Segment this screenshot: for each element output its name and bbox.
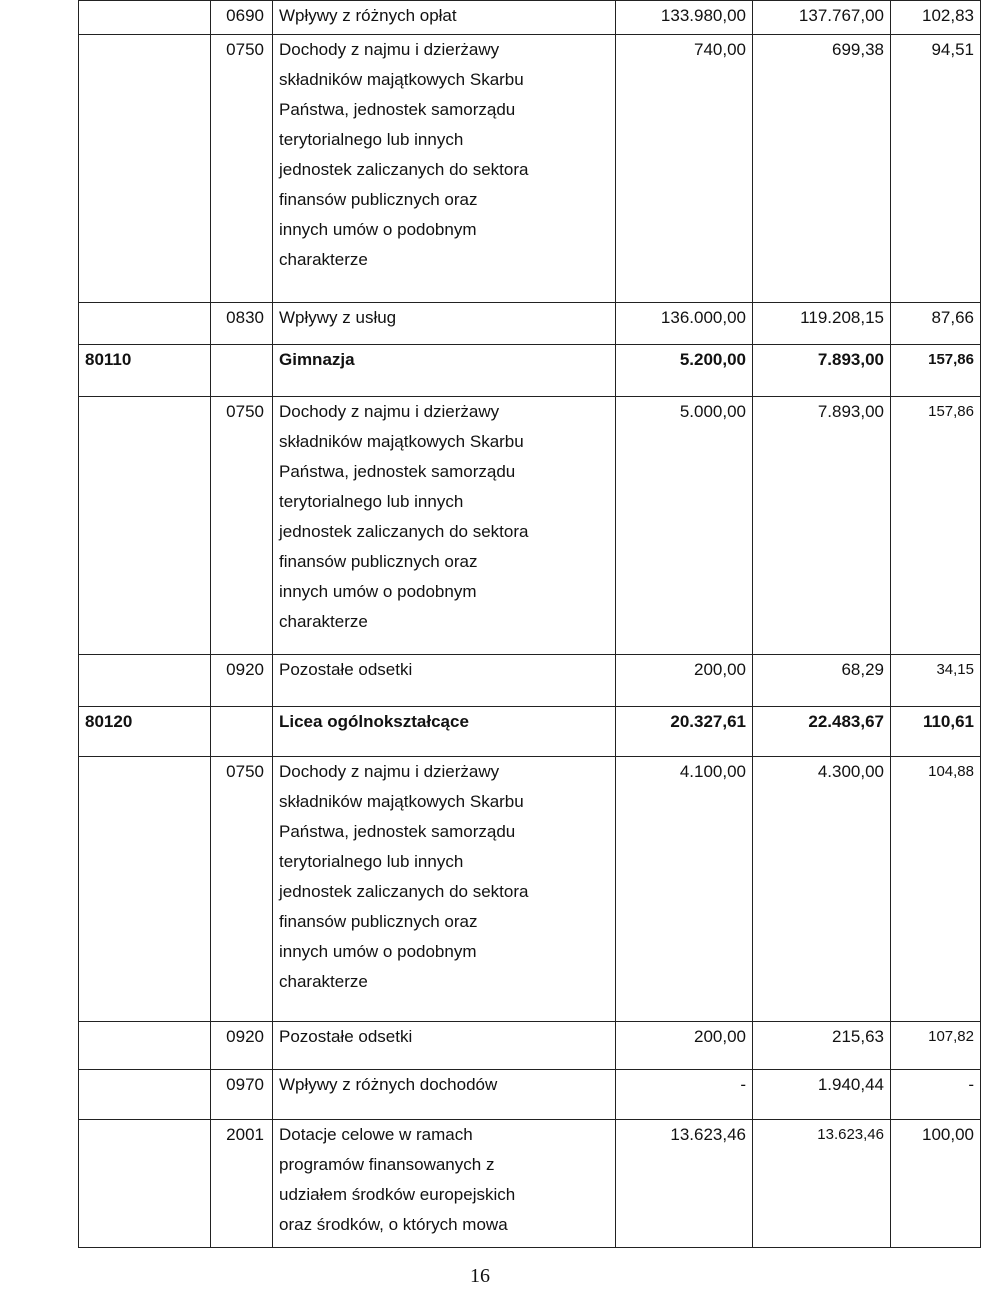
executed-amount: 7.893,00 [753,397,891,655]
paragraph-code: 0750 [211,757,273,1022]
execution-percent: 110,61 [891,707,981,757]
table-row [79,1120,981,1248]
executed-amount: 215,63 [753,1022,891,1070]
plan-amount: 5.000,00 [616,397,753,655]
table-row [79,655,981,707]
table-row [79,303,981,345]
table-row [79,757,981,1022]
execution-percent: 87,66 [891,303,981,345]
executed-amount: 1.940,44 [753,1070,891,1120]
section-code [79,1070,211,1120]
execution-percent: - [891,1070,981,1120]
plan-amount: 200,00 [616,655,753,707]
execution-percent: 100,00 [891,1120,981,1248]
paragraph-code: 0830 [211,303,273,345]
execution-percent: 94,51 [891,35,981,303]
section-code [79,303,211,345]
section-code: 80120 [79,707,211,757]
executed-amount: 699,38 [753,35,891,303]
table-row [79,35,981,303]
section-code [79,757,211,1022]
section-code [79,1120,211,1248]
row-description: Wpływy z różnych dochodów [273,1070,616,1120]
row-description: Wpływy z różnych opłat [273,1,616,35]
execution-percent: 102,83 [891,1,981,35]
plan-amount: 200,00 [616,1022,753,1070]
row-description: Wpływy z usług [273,303,616,345]
executed-amount: 22.483,67 [753,707,891,757]
row-description: Dochody z najmu i dzierżawy składników majątkowych Skarbu Państwa, jednostek samorządu terytorialnego lub innych jednostek zaliczanych do sektora finansów publicznych oraz innych umów o podobnym charakterze [273,35,616,303]
executed-amount: 68,29 [753,655,891,707]
plan-amount: 20.327,61 [616,707,753,757]
plan-amount: 5.200,00 [616,345,753,397]
plan-amount: 133.980,00 [616,1,753,35]
row-description: Gimnazja [273,345,616,397]
paragraph-code: 0690 [211,1,273,35]
paragraph-code: 0750 [211,35,273,303]
section-code [79,397,211,655]
row-description: Pozostałe odsetki [273,655,616,707]
section-code [79,1022,211,1070]
table-row [79,1022,981,1070]
execution-percent: 157,86 [891,397,981,655]
table-row [79,707,981,757]
row-description: Pozostałe odsetki [273,1022,616,1070]
plan-amount: 13.623,46 [616,1120,753,1248]
paragraph-code [211,707,273,757]
section-code [79,35,211,303]
execution-percent: 107,82 [891,1022,981,1070]
execution-percent: 104,88 [891,757,981,1022]
plan-amount: - [616,1070,753,1120]
executed-amount: 119.208,15 [753,303,891,345]
execution-percent: 157,86 [891,345,981,397]
execution-percent: 34,15 [891,655,981,707]
row-description: Dotacje celowe w ramach programów finansowanych z udziałem środków europejskich oraz środków, o których mowa [273,1120,616,1248]
table-row [79,1,981,35]
row-description: Licea ogólnokształcące [273,707,616,757]
table-row [79,345,981,397]
paragraph-code: 0920 [211,655,273,707]
row-description: Dochody z najmu i dzierżawy składników majątkowych Skarbu Państwa, jednostek samorządu terytorialnego lub innych jednostek zaliczanych do sektora finansów publicznych oraz innych umów o podobnym charakterze [273,397,616,655]
paragraph-code: 2001 [211,1120,273,1248]
table-row [79,397,981,655]
plan-amount: 740,00 [616,35,753,303]
budget-income-table [78,0,981,1248]
executed-amount: 13.623,46 [753,1120,891,1248]
paragraph-code [211,345,273,397]
section-code [79,1,211,35]
page-number: 16 [470,1265,490,1287]
paragraph-code: 0970 [211,1070,273,1120]
row-description: Dochody z najmu i dzierżawy składników majątkowych Skarbu Państwa, jednostek samorządu terytorialnego lub innych jednostek zaliczanych do sektora finansów publicznych oraz innych umów o podobnym charakterze [273,757,616,1022]
executed-amount: 137.767,00 [753,1,891,35]
plan-amount: 136.000,00 [616,303,753,345]
executed-amount: 4.300,00 [753,757,891,1022]
paragraph-code: 0750 [211,397,273,655]
plan-amount: 4.100,00 [616,757,753,1022]
section-code: 80110 [79,345,211,397]
paragraph-code: 0920 [211,1022,273,1070]
table-row [79,1070,981,1120]
executed-amount: 7.893,00 [753,345,891,397]
section-code [79,655,211,707]
